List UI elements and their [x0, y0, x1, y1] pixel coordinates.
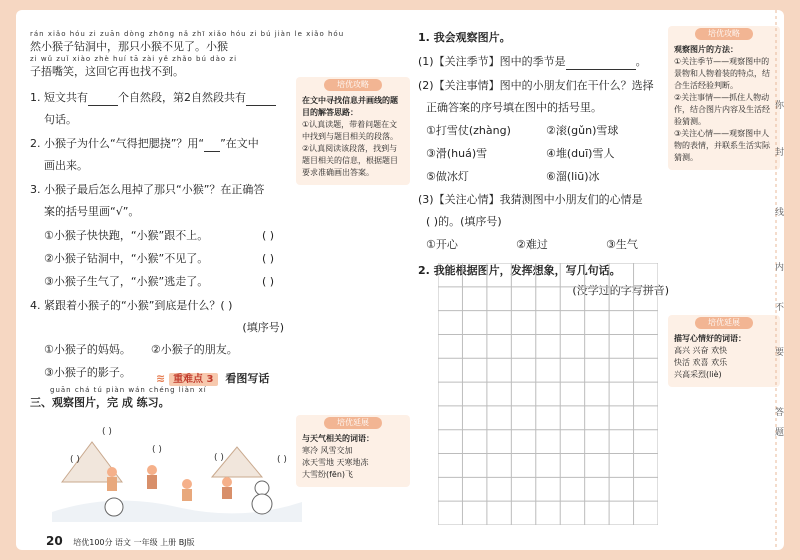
passage-line: 子捂嘴笑，这回它再也找不到。: [30, 65, 184, 78]
option-item: ②小猴子钻洞中，“小猴”不见了。 ( ): [44, 252, 275, 265]
option-row: ⑤做冰灯 ⑥溜(liū)冰: [426, 170, 600, 183]
question-text: (3)【关注心情】我猜测图中小朋友们的心情是: [418, 193, 643, 206]
left-column: [30, 30, 345, 381]
binding-char: 内: [775, 263, 785, 273]
section-title: 看图写话: [225, 372, 270, 385]
question-note: (没学过的字写拼音): [572, 284, 669, 297]
winter-illustration: [52, 422, 302, 522]
tip-box-mood-words: [668, 315, 780, 387]
binding-char: 不: [775, 303, 785, 313]
binding-char: 线: [775, 208, 785, 218]
footer-text: 培优100分 语文 一年级 上册 BJ版: [73, 538, 195, 547]
question-observe: 三、观察图片，完 成 练习。: [30, 396, 170, 409]
pinyin-line: guān chá tú piàn wán chéng liàn xí: [50, 386, 207, 394]
answer-paren[interactable]: ( ): [262, 229, 275, 242]
tip-text: 兴高采烈(liè): [674, 370, 722, 379]
tip-text: 高兴 兴奋 欢快: [674, 346, 728, 355]
option-row: ①打雪仗(zhàng) ②滚(gǔn)雪球: [426, 124, 619, 137]
tip-heading: 与天气相关的词语：: [302, 434, 374, 443]
tip-heading: 描写心情好的词语：: [674, 334, 746, 343]
pinyin-line: rán xiǎo hóu zi zuān dòng zhōng nǎ zhī xiǎo hóu zi bú jiàn le xiǎo hóu: [30, 30, 345, 38]
tip-text: ②关注事情——抓住人物动作，结合图片内容及生活经验猜测。: [674, 93, 770, 126]
question-text: 正确答案的序号填在图中的括号里。: [426, 101, 602, 114]
question-text: (1)【关注季节】图中的季节是 。: [418, 55, 647, 68]
tip-text: 冰天雪地 天寒地冻: [302, 458, 369, 467]
question-1: 1. 我会观察图片。: [418, 31, 511, 44]
option-item: ①小猴子的妈妈。 ②小猴子的朋友。: [44, 343, 238, 356]
answer-paren[interactable]: ( ): [262, 252, 275, 265]
binding-char: 要: [775, 348, 785, 358]
section-heading: [156, 370, 269, 386]
binding-char: 你: [775, 101, 785, 111]
tip-heading: 观察图片的方法：: [674, 45, 738, 54]
option-row: ③滑(huá)雪 ④堆(duī)雪人: [426, 147, 615, 160]
tip-title: 培优攻略: [324, 79, 382, 91]
option-item: ③小猴子的影子。: [44, 366, 131, 379]
tip-box-strategy: [296, 77, 410, 185]
answer-blank[interactable]: [566, 57, 636, 70]
question-2: [30, 136, 300, 152]
question-text: ”在文中: [220, 137, 259, 150]
question-3: 3. 小猴子最后怎么甩掉了那只“小猴”？在正确答: [30, 183, 265, 196]
svg-text:( ): ( ): [214, 453, 224, 463]
wave-icon: ≋: [156, 372, 166, 385]
question-1: [30, 90, 300, 106]
question-text: 案的括号里画“√”。: [44, 205, 140, 218]
answer-paren[interactable]: ( ): [262, 275, 275, 288]
question-text: 句话。: [44, 113, 77, 126]
page-footer: [46, 534, 195, 548]
tip-text: ②认真阅读该段落，找到与题目相关的信息，根据题目要求准确画出答案。: [302, 144, 398, 177]
question-4: 4. 紧跟着小猴子的“小猴”到底是什么？( ): [30, 299, 233, 312]
tip-box-observe-method: [668, 26, 780, 170]
question-text: 画出来。: [44, 159, 88, 172]
tip-text: ③关注心情——观察图中人物的表情，并联系生活实际猜测。: [674, 129, 770, 162]
binding-char: 题: [775, 428, 785, 438]
option-row: ①开心 ②难过 ③生气: [426, 238, 638, 251]
question-note: (填序号): [242, 321, 284, 334]
question-text: (2)【关注事情】图中的小朋友们在干什么？选择: [418, 79, 654, 92]
question-2: 2. 我能根据图片，发挥想象，写几句话。: [418, 264, 621, 277]
svg-text:( ): ( ): [102, 427, 112, 437]
binding-strip: [766, 0, 800, 560]
option-item: ①小猴子快快跑，“小猴”跟不上。 ( ): [44, 229, 275, 242]
tip-box-extension: [296, 415, 410, 487]
question-text: 1. 短文共有: [30, 91, 88, 104]
tip-text: 寒冷 风雪交加: [302, 446, 353, 455]
pinyin-line: zi wǔ zuǐ xiào zhè huí tā zài yě zhǎo bú dào zi: [30, 55, 238, 63]
workbook-page: [16, 10, 784, 550]
question-text: ( )的。(填序号): [426, 215, 502, 228]
tip-text: 大雪纷(fēn)飞: [302, 470, 354, 479]
svg-text:( ): ( ): [277, 455, 287, 465]
tip-text: ①认真读题，带着问题在文中找到与题目相关的段落。: [302, 120, 398, 141]
writing-grid[interactable]: [438, 263, 658, 525]
svg-text:( ): ( ): [70, 455, 80, 465]
question-text: 2. 小猴子为什么“气得把腮挠”？用“: [30, 137, 205, 150]
question-text: 个自然段，第2自然段共有: [118, 91, 246, 104]
answer-blank[interactable]: [204, 139, 220, 152]
tip-title: 培优攻略: [695, 28, 753, 40]
tip-heading: 在文中寻找信息并画线的题目的解答思路：: [302, 96, 398, 117]
right-column: [418, 30, 673, 299]
binding-char: 封: [775, 148, 785, 158]
answer-blank[interactable]: [246, 93, 276, 106]
answer-blank[interactable]: [88, 93, 118, 106]
tip-title: 培优延展: [324, 417, 382, 429]
section-badge: 重难点 3: [169, 373, 217, 386]
tip-title: 培优延展: [695, 317, 753, 329]
binding-char: 答: [775, 408, 785, 418]
option-item: ③小猴子生气了，“小猴”逃走了。 ( ): [44, 275, 275, 288]
tip-text: 快活 欢喜 欢乐: [674, 358, 728, 367]
passage-line: 然小猴子钻洞中，那只小猴不见了。小猴: [30, 40, 228, 53]
svg-text:( ): ( ): [152, 445, 162, 455]
tip-text: ①关注季节——观察图中的景物和人物着装的特点，结合生活经验判断。: [674, 57, 770, 90]
page-number: 20: [46, 534, 63, 548]
